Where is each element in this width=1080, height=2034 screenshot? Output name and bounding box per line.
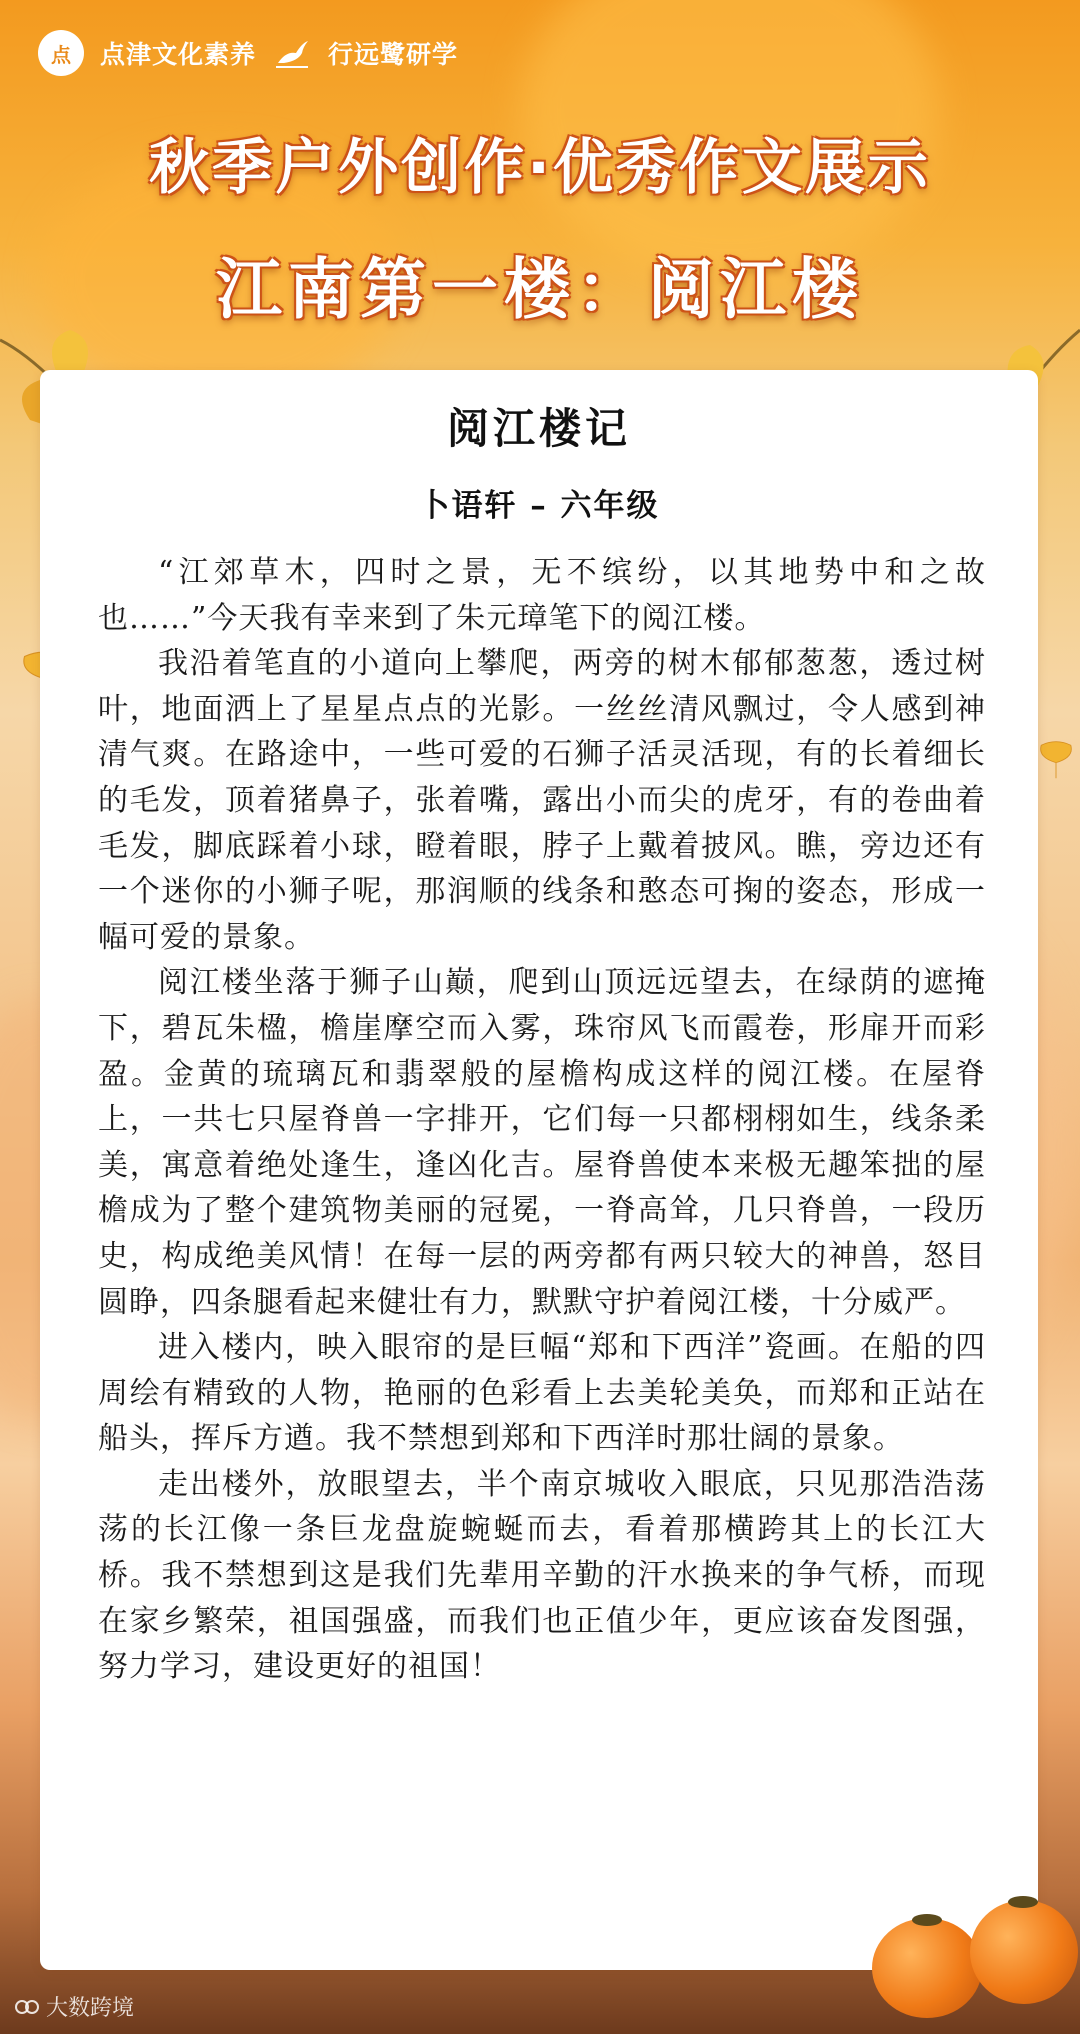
article-paragraph: “江郊草木，四时之景，无不缤纷，以其地势中和之故也……”今天我有幸来到了朱元璋笔下的阅江楼。: [98, 555, 986, 636]
brand-name-right: 行远鹭研学: [328, 40, 459, 69]
watermark: [14, 1991, 134, 2022]
article-card: [40, 370, 1038, 1970]
article-paragraph: 进入楼内，映入眼帘的是巨幅“郑和下西洋”瓷画。在船的四周绘有精致的人物，艳丽的色彩看上去美轮美奂，而郑和正站在船头，挥斥方遒。我不禁想到郑和下西洋时那壮阔的景象。: [98, 1330, 986, 1457]
article-paragraph: 走出楼外，放眼望去，半个南京城收入眼底，只见那浩浩荡荡的长江像一条巨龙盘旋蜿蜒而去，看着那横跨其上的长江大桥。我不禁想到这是我们先辈用辛勤的汗水换来的争气桥，而现在家乡繁荣，祖国强盛，而我们也正值少年，更应该奋发图强，努力学习，建设更好的祖国！: [98, 1466, 986, 1685]
banner-title: 秋季户外创作·优秀作文展示: [149, 133, 931, 203]
egret-bird-icon: [272, 33, 312, 73]
brand-logo-icon: 点: [38, 30, 84, 76]
persimmon-icon: [970, 1900, 1078, 2004]
article-paragraph: 阅江楼坐落于狮子山巅，爬到山顶远远望去，在绿荫的遮掩下，碧瓦朱楹，檐崖摩空而入雾，珠帘风飞而霞卷，形扉开而彩盈。金黄的琉璃瓦和翡翠般的屋檐构成这样的阅江楼。在屋脊上，一共七只屋脊兽一字排开，它们每一只都栩栩如生，线条柔美，寓意着绝处逢生，逢凶化吉。屋脊兽使本来极无趣笨拙的屋檐成为了整个建筑物美丽的冠冕，一脊高耸，几只脊兽，一段历史，构成绝美风情！在每一层的两旁都有两只较大的神兽，怒目圆睁，四条腿看起来健壮有力，默默守护着阅江楼，十分威严。: [98, 965, 986, 1320]
banner-subtitle: 江南第一楼：阅江楼: [216, 251, 864, 328]
brand-name-left: 点津文化素养: [100, 40, 257, 69]
ginkgo-leaf-icon: [1036, 740, 1076, 780]
watermark-logo-icon: [14, 1997, 40, 2017]
persimmon-calyx-icon: [912, 1914, 942, 1926]
article-body: [98, 550, 986, 1690]
article-title: 阅江楼记: [446, 404, 631, 453]
watermark-text: 大数跨境: [46, 1996, 135, 2021]
brand-header: [38, 26, 458, 80]
persimmon-icon: [872, 1918, 982, 2018]
article-byline: 卜语轩 – 六年级: [418, 488, 660, 524]
article-paragraph: 我沿着笔直的小道向上攀爬，两旁的树木郁郁葱葱，透过树叶，地面洒上了星星点点的光影。一丝丝清风飘过，令人感到神清气爽。在路途中，一些可爱的石狮子活灵活现，有的长着细长的毛发，顶着猪鼻子，张着嘴，露出小而尖的虎牙，有的卷曲着毛发，脚底踩着小球，瞪着眼，脖子上戴着披风。瞧，旁边还有一个迷你的小狮子呢，那润顺的线条和憨态可掬的姿态，形成一幅可爱的景象。: [98, 646, 986, 955]
persimmon-calyx-icon: [1008, 1896, 1038, 1908]
